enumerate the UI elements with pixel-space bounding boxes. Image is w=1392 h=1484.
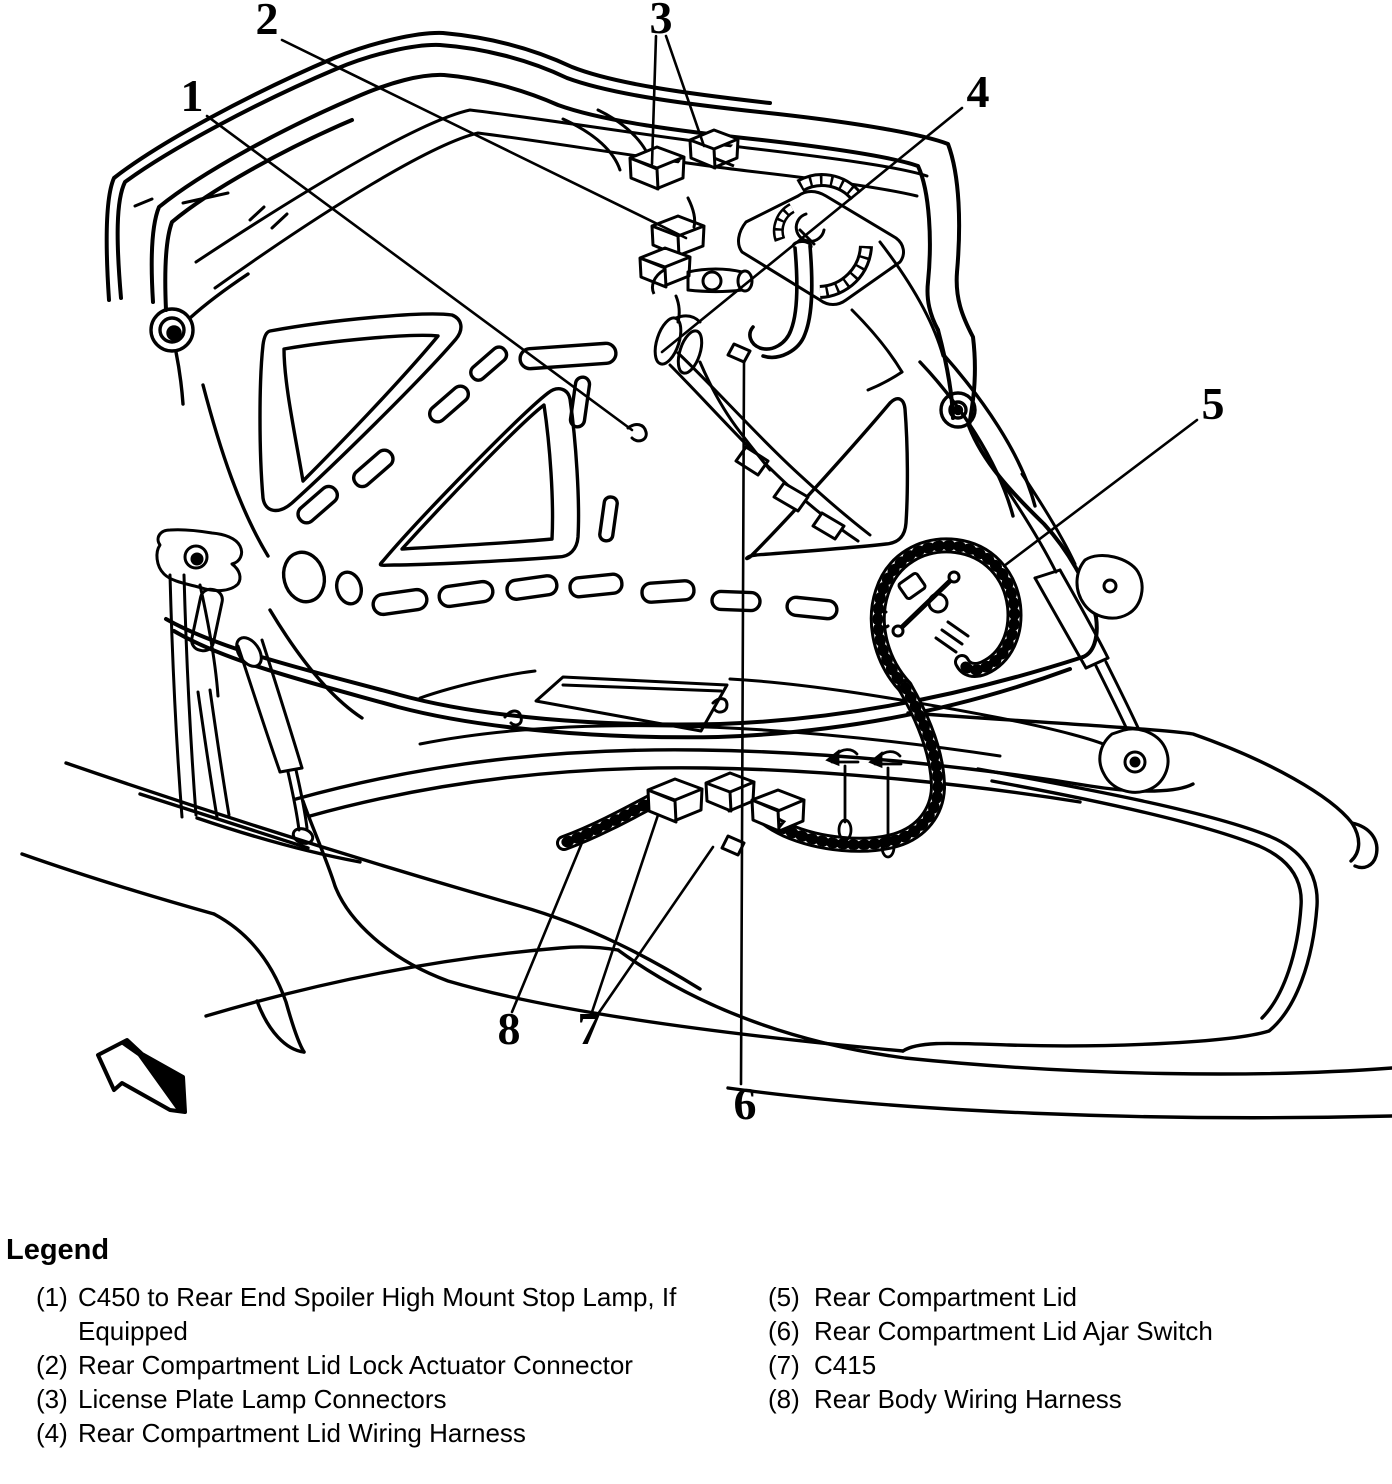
callout-1: 1: [180, 70, 204, 121]
lid-wiring-harness-channel: [628, 353, 870, 541]
legend-item-1: [36, 1280, 694, 1348]
lid-latch-lock-assembly: [630, 130, 903, 470]
legend-item-3: [36, 1382, 694, 1416]
legend-item-number: (8): [768, 1384, 800, 1414]
rear-compartment-lid-outline: [107, 33, 1097, 737]
c415-connectors-and-rear-body-harness: [564, 773, 804, 855]
legend-item-text: Rear Compartment Lid: [814, 1282, 1077, 1312]
legend-item-text: C415: [814, 1350, 877, 1380]
legend-item-number: (4): [36, 1418, 68, 1448]
legend: [0, 1234, 1392, 1450]
rear-body-outline: [22, 713, 1392, 1118]
legend-item-text: Rear Compartment Lid Lock Actuator Connector: [78, 1350, 633, 1380]
callout-6: 6: [733, 1078, 757, 1129]
legend-item-text: C450 to Rear End Spoiler High Mount Stop Lamp, If Equipped: [78, 1282, 677, 1346]
forward-direction-arrow-icon: [98, 1040, 185, 1112]
legend-item-number: (2): [36, 1350, 68, 1380]
legend-item-8: [768, 1382, 1392, 1416]
callout-numbers: [181, 0, 1225, 1129]
lid-inner-panel-cutouts: [151, 274, 1035, 718]
callout-8: 8: [497, 1003, 521, 1054]
legend-item-number: (7): [768, 1350, 800, 1380]
callout-2: 2: [255, 0, 279, 44]
legend-item-text: Rear Compartment Lid Ajar Switch: [814, 1316, 1213, 1346]
legend-column-right: [694, 1280, 1392, 1416]
legend-item-number: (1): [36, 1282, 68, 1312]
legend-item-6: [768, 1314, 1392, 1348]
legend-item-text: Rear Compartment Lid Wiring Harness: [78, 1418, 526, 1448]
legend-title: Legend: [6, 1234, 110, 1266]
legend-item-text: Rear Body Wiring Harness: [814, 1384, 1122, 1414]
legend-item-4: [36, 1416, 694, 1450]
callout-4: 4: [966, 66, 990, 117]
parcel-shelf-detail: [420, 671, 1108, 756]
callout-5: 5: [1201, 378, 1225, 429]
left-hinge-strut: [157, 530, 315, 846]
callout-7: 7: [577, 1003, 601, 1054]
right-hinge-strut: [1002, 474, 1168, 792]
legend-item-7: [768, 1348, 1392, 1382]
legend-item-2: [36, 1348, 694, 1382]
legend-item-number: (6): [768, 1316, 800, 1346]
legend-item-5: [768, 1280, 1392, 1314]
legend-item-number: (3): [36, 1384, 68, 1414]
legend-column-left: [0, 1280, 694, 1450]
legend-item-text: License Plate Lamp Connectors: [78, 1384, 447, 1414]
callout-3: 3: [649, 0, 673, 43]
legend-item-number: (5): [768, 1282, 800, 1312]
